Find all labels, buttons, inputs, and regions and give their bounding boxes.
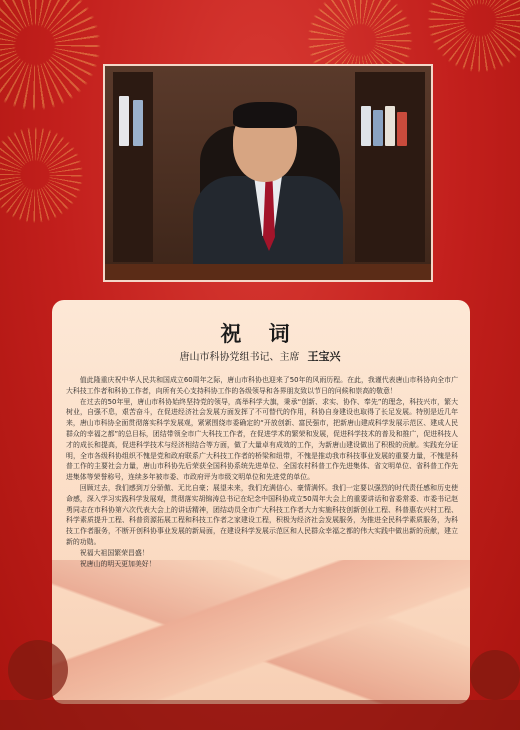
tree-silhouette — [470, 650, 520, 700]
speech-paragraph: 值此隆重庆祝中华人民共和国成立60周年之际，唐山市科协也迎来了50年的风雨历程。在此，我谨代表唐山市科协向全市广大科技工作者和科协工作者，向所有关心支持科协工作的各级领导和各界朋友致以节日的问候和崇高的敬意！ — [66, 376, 458, 395]
portrait-photo — [103, 64, 433, 282]
author-role: 唐山市科协党组书记、主席 — [179, 352, 300, 363]
tree-silhouette — [8, 640, 68, 700]
firework-decoration — [420, 0, 520, 80]
firework-decoration — [0, 120, 90, 230]
speech-paragraph: 回顾过去，我们感到万分骄傲、无比自豪；展望未来，我们充满信心、豪情满怀。我们一定要以强烈的时代责任感和历史使命感，深入学习实践科学发展观，贯彻落实胡锦涛总书记在纪念中国科协成立50周年大会上的重要讲话和省委常委、市委书记赵勇同志在市科协第六次代表大会上的讲话精神，团结动员全市广大科技工作者大力实施科技创新创业工程、科普惠农兴村工程、科学素质提升工程、科普资源拓展工程和科技工作者之家建设工程，积极为经济社会发展服务，为推进全民科学素质服务，为科技工作者服务，不断开创科协事业发展的新局面，在建设科学发展示范区和人民群众幸福之都的伟大实践中做出新的贡献，建立新的功勋。 — [66, 483, 458, 546]
closing-line: 祝福大祖国繁荣昌盛！ — [79, 548, 149, 557]
speech-paragraph: 在过去的50年里，唐山市科协始终坚持党的领导，高举科学大旗，秉承“创新、求实、协作、奉先”的理念，科技兴市，繁大树业，自强不息，艰苦奋斗，在促进经济社会发展方面发挥了不可替代的作用，科协自身建设也取得了长足发展。特别是近几年来，唐山市科协全面贯彻落实科学发展观，紧紧围绕市委确定的“开放创新、富民强市，把新唐山建成科学发展示范区、建成人民群众的幸福之都”的总目标，团结带领全市广大科技工作者，在促进学术的繁荣和发展，促进科学技术的普及和推广，促进科技人才的成长和提高，促进科学技术与经济相结合等方面，做了大量卓有成效的工作，为新唐山建设做出了积极的贡献。实践充分证明，全市各级科协组织不愧是党和政府联系广大科技工作者的桥梁和纽带，不愧是推动我市科技事业发展的重要力量，不愧是科普工作的主要社会力量，唐山市科协先后荣获全国科协系统先进单位、全国农村科普工作先进集体、省文明单位、省科普工作先进集体等荣誉称号，连续多年被市委、市政府评为市级文明单位和先进党的单位。 — [66, 397, 458, 482]
speech-body — [66, 375, 458, 569]
desk — [105, 264, 433, 282]
firework-decoration — [0, 0, 110, 120]
closing-line: 祝唐山的明天更加美好！ — [79, 559, 156, 568]
bookshelf — [355, 72, 425, 262]
building-watermark — [52, 560, 470, 704]
author-line — [0, 348, 520, 364]
page-title: 祝 词 — [220, 321, 300, 346]
hair — [233, 102, 297, 128]
author-name: 王宝兴 — [307, 350, 341, 363]
ground — [0, 700, 520, 730]
